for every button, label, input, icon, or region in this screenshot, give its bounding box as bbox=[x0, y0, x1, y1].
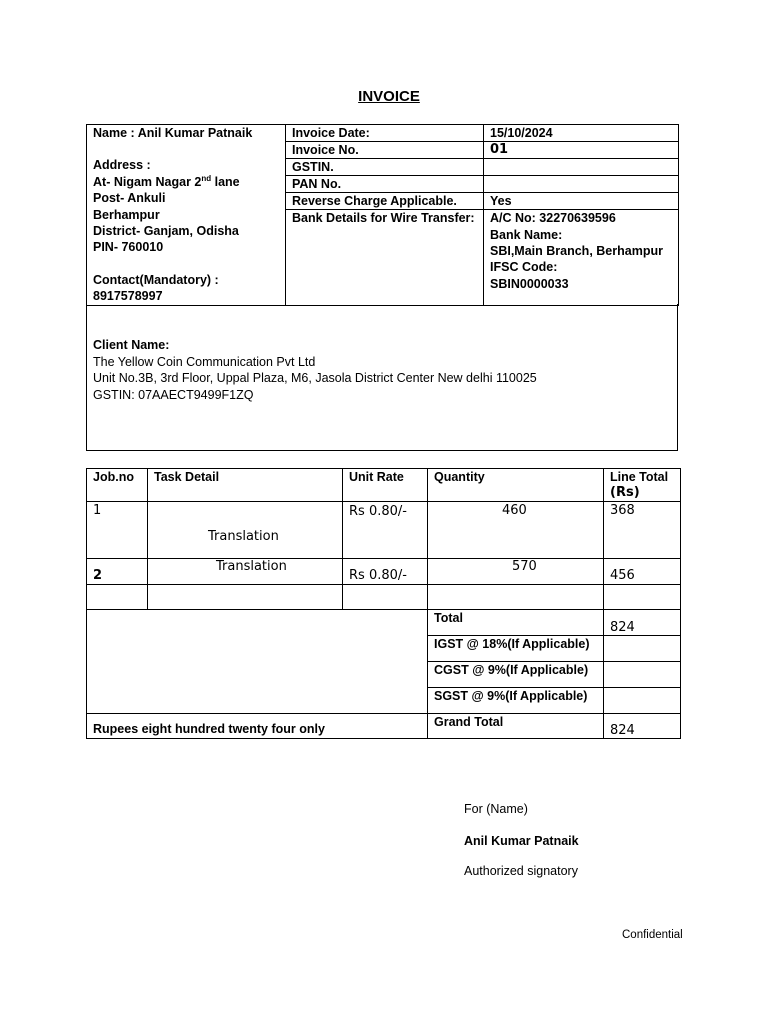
issuer-contact-value: 8917578997 bbox=[93, 289, 163, 304]
row1-total: 368 bbox=[604, 502, 681, 559]
row2-task: Translation bbox=[148, 559, 343, 585]
issuer-address-line3: Berhampur bbox=[93, 207, 160, 222]
reverse-charge-label: Reverse Charge Applicable. bbox=[286, 193, 484, 210]
items-table bbox=[86, 468, 681, 739]
gstin-label: GSTIN. bbox=[286, 159, 484, 176]
cgst-value bbox=[604, 662, 681, 688]
issuer-name: Name : Anil Kumar Patnaik bbox=[93, 126, 253, 140]
row3-job bbox=[87, 585, 148, 610]
invoice-no-label: Invoice No. bbox=[286, 142, 484, 159]
igst-value bbox=[604, 636, 681, 662]
issuer-address-line1: At- Nigam Nagar 2nd lane bbox=[93, 173, 240, 189]
sgst-value bbox=[604, 688, 681, 714]
row3-total bbox=[604, 585, 681, 610]
ifsc-value: SBIN0000033 bbox=[490, 276, 569, 291]
grand-total-label: Grand Total bbox=[428, 714, 604, 739]
header-qty: Quantity bbox=[428, 469, 604, 502]
header-line-total: Line Total (Rs) bbox=[604, 469, 681, 502]
gstin-value bbox=[484, 159, 679, 176]
client-name: The Yellow Coin Communication Pvt Ltd bbox=[93, 354, 316, 369]
bank-name-label: Bank Name: bbox=[490, 227, 563, 242]
row2-rate: Rs 0.80/- bbox=[343, 559, 428, 585]
client-gstin: GSTIN: 07AAECT9499F1ZQ bbox=[93, 387, 254, 402]
pan-value bbox=[484, 176, 679, 193]
issuer-contact-label: Contact(Mandatory) : bbox=[93, 272, 219, 287]
row1-task: Translation bbox=[148, 502, 343, 559]
row1-qty: 460 bbox=[428, 502, 604, 559]
table-row bbox=[87, 502, 681, 559]
issuer-address-line2: Post- Ankuli bbox=[93, 191, 166, 206]
issuer-address-label: Address : bbox=[93, 158, 151, 173]
summary-blank bbox=[87, 610, 428, 714]
igst-label: IGST @ 18%(If Applicable) bbox=[428, 636, 604, 662]
signer-name: Anil Kumar Patnaik bbox=[464, 834, 579, 848]
invoice-title: INVOICE bbox=[358, 88, 420, 105]
row3-qty bbox=[428, 585, 604, 610]
row1-job: 1 bbox=[87, 502, 148, 559]
bank-details-label: Bank Details for Wire Transfer: bbox=[286, 210, 484, 305]
client-address: Unit No.3B, 3rd Floor, Uppal Plaza, M6, Jasola District Center New delhi 110025 bbox=[93, 371, 537, 385]
client-box bbox=[86, 304, 678, 451]
header-table bbox=[86, 124, 679, 306]
bank-account: A/C No: 32270639596 bbox=[490, 211, 616, 226]
for-name: For (Name) bbox=[464, 802, 528, 816]
invoice-date-value: 15/10/2024 bbox=[484, 125, 679, 142]
table-row bbox=[87, 585, 681, 610]
pan-label: PAN No. bbox=[286, 176, 484, 193]
cgst-label: CGST @ 9%(If Applicable) bbox=[428, 662, 604, 688]
row3-rate bbox=[343, 585, 428, 610]
amount-in-words: Rupees eight hundred twenty four only bbox=[87, 714, 428, 739]
bank-details-cell bbox=[484, 210, 679, 305]
header-task: Task Detail bbox=[148, 469, 343, 502]
row2-job: 2 bbox=[87, 559, 148, 585]
row3-task bbox=[148, 585, 343, 610]
reverse-charge-value: Yes bbox=[484, 193, 679, 210]
grand-total-value: 824 bbox=[604, 714, 681, 739]
sgst-label: SGST @ 9%(If Applicable) bbox=[428, 688, 604, 714]
confidential-label: Confidential bbox=[622, 929, 683, 941]
table-row bbox=[87, 559, 681, 585]
row2-total: 456 bbox=[604, 559, 681, 585]
signer-role: Authorized signatory bbox=[464, 864, 578, 878]
header-job: Job.no bbox=[87, 469, 148, 502]
client-label: Client Name: bbox=[93, 338, 170, 352]
bank-name-value: SBI,Main Branch, Berhampur bbox=[490, 244, 663, 259]
ifsc-label: IFSC Code: bbox=[490, 260, 558, 275]
total-label: Total bbox=[428, 610, 604, 636]
row2-qty: 570 bbox=[428, 559, 604, 585]
header-rate: Unit Rate bbox=[343, 469, 428, 502]
total-value: 824 bbox=[604, 610, 681, 636]
invoice-no-value: 01 bbox=[484, 142, 679, 159]
row1-rate: Rs 0.80/- bbox=[343, 502, 428, 559]
issuer-address-line5: PIN- 760010 bbox=[93, 240, 164, 255]
issuer-address-line4: District- Ganjam, Odisha bbox=[93, 224, 239, 239]
issuer-cell bbox=[87, 125, 286, 306]
invoice-date-label: Invoice Date: bbox=[286, 125, 484, 142]
